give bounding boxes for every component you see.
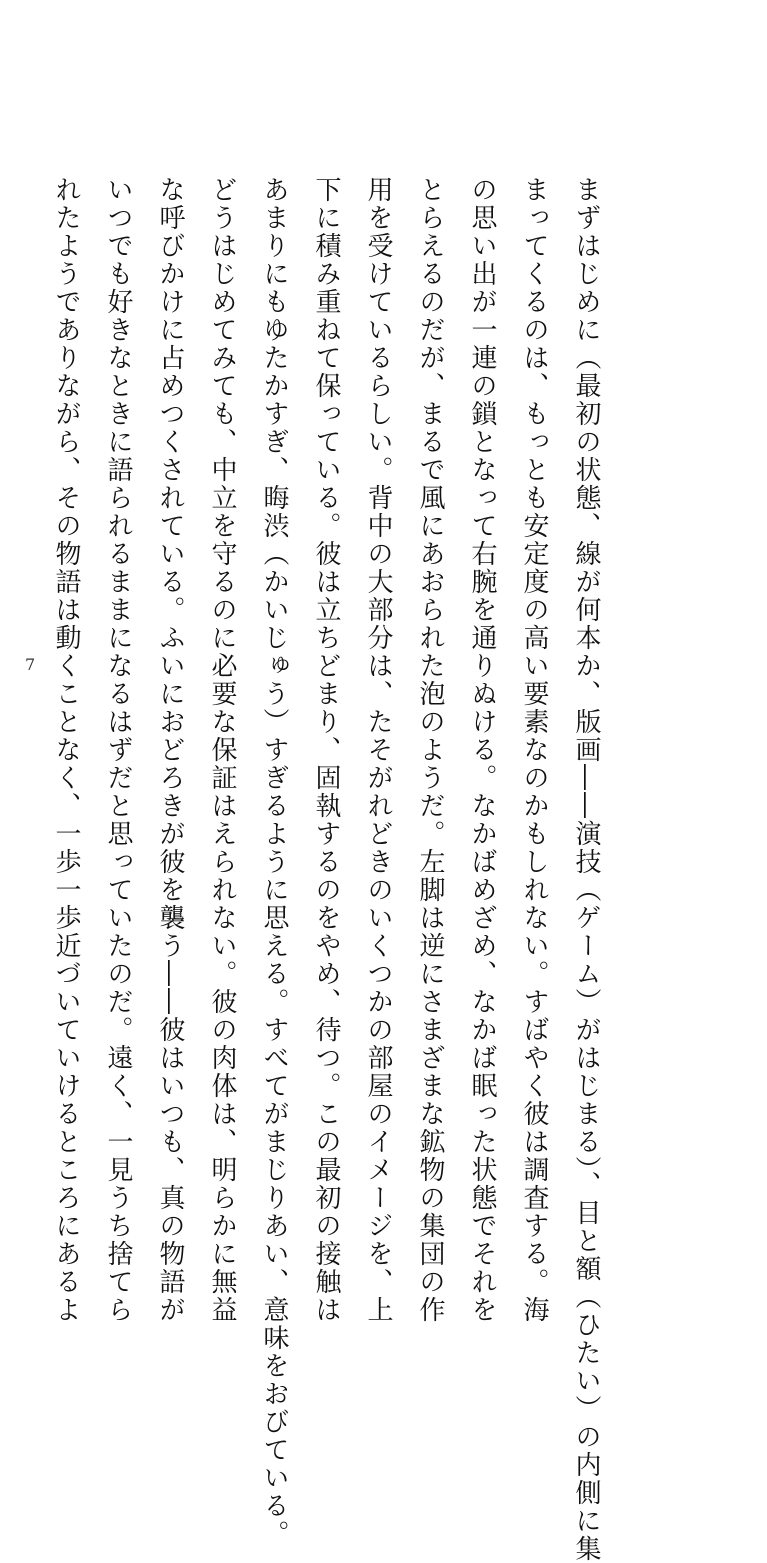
text-line-5: 用を受けているらしい。背中の大部分は、たそがれどきのいくつかの部屋のイメージを、上 (363, 176, 393, 1324)
body-text (51, 150, 612, 1563)
text-line-6: 下に積み重ねて保っている。彼は立ちどまり、固執するのをやめ、待つ。この最初の接触は (311, 176, 341, 1324)
text-line-8: どうはじめてみても、中立を守るのに必要な保証はえられない。彼の肉体は、明らかに無益 (207, 176, 237, 1324)
text-line-3: の思い出が一連の鎖となって右腕を通りぬける。なかばめざめ、なかば眠った状態でそれを (467, 176, 497, 1324)
text-line-9: な呼びかけに占めつくされている。ふいにおどろきが彼を襲う――彼はいつも、真の物語が (155, 176, 185, 1324)
text-line-1: まずはじめに（最初の状態、線が何本か、版画――演技（ゲーム）がはじまる）、目と額（ひたい）の内側に集 (571, 176, 601, 1563)
text-line-10: いつでも好きなときに語られるままになるはずだと思っていたのだ。遠く、一見うち捨てら (103, 176, 133, 1324)
text-line-11: れたようでありながら、その物語は動くことなく、一歩一歩近づいていけるところにあるよ (51, 176, 81, 1324)
text-line-2: まってくるのは、もっとも安定度の高い要素なのかもしれない。すばやく彼は調査する。海 (519, 176, 549, 1324)
text-line-4: とらえるのだが、まるで風にあおられた泡のようだ。左脚は逆にさまざまな鉱物の集団の作 (415, 176, 445, 1324)
page-number: 7 (25, 655, 36, 674)
paragraph (40, 150, 612, 1563)
text-line-7: あまりにもゆたかすぎ、晦渋（かいじゅう）すぎるように思える。すべてがまじりあい、意味をおびている。 (259, 176, 289, 1548)
